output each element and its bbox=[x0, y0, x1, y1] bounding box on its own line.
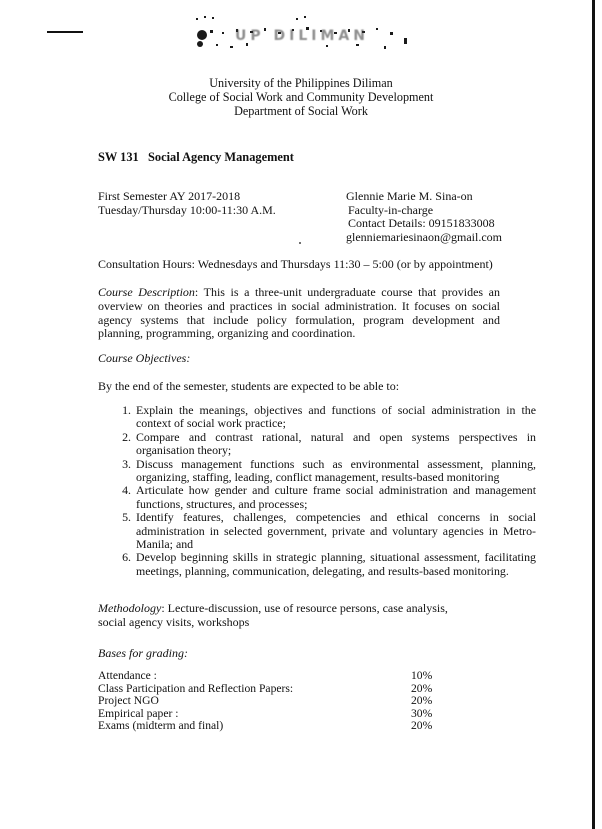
grading-row bbox=[98, 670, 458, 683]
methodology bbox=[98, 602, 478, 630]
objectives-title: Course Objectives: bbox=[98, 351, 191, 365]
course-description bbox=[98, 286, 500, 341]
objectives-intro: By the end of the semester, students are expected to be able to: bbox=[98, 379, 400, 393]
grading-item: Class Participation and Reflection Papers: bbox=[98, 681, 294, 695]
methodology-label: Methodology bbox=[98, 601, 162, 615]
grading-row bbox=[98, 720, 458, 733]
semester-text: First Semester AY 2017-2018 bbox=[98, 189, 241, 203]
class-time: Tuesday/Thursday 10:00-11:30 A.M. bbox=[98, 202, 276, 217]
objective-item: 1. Explain the meanings, objectives and functions of social administration in the context of social work practice; bbox=[134, 404, 536, 431]
objective-item: 5. Identify features, challenges, competencies and ethical concerns in social administration in selected government, private and voluntary agencies in Metro-Manila; and bbox=[134, 511, 536, 551]
faculty-block bbox=[346, 190, 502, 244]
faculty-name: Glennie Marie M. Sina-on bbox=[346, 189, 473, 203]
description-label: Course Description bbox=[98, 285, 195, 299]
university-logo-image bbox=[186, 10, 418, 62]
grading-title: Bases for grading: bbox=[98, 646, 188, 660]
college-name: College of Social Work and Community Development bbox=[168, 90, 434, 104]
schedule-block bbox=[98, 190, 276, 217]
course-code: SW 131 bbox=[98, 150, 139, 164]
grading-value: 30% bbox=[411, 706, 433, 720]
objectives-list bbox=[98, 404, 536, 578]
university-name: University of the Philippines Diliman bbox=[209, 76, 393, 90]
faculty-email: glenniemariesinaon@gmail.com bbox=[346, 229, 503, 244]
department-name: Department of Social Work bbox=[234, 104, 368, 118]
methodology-text: : Lecture-discussion, use of resource persons, case analysis, social agency visits, workshops bbox=[98, 601, 448, 629]
description-text: : This is a three-unit undergraduate course that provides an overview on theories and practices in social administration. It focuses on social agency systems that include policy formulation, program development and planning, programming, organizing and coordination. bbox=[98, 285, 500, 341]
objective-item: 3. Discuss management functions such as environmental assessment, planning, organizing, staffing, leading, conflict management, results-based monitoring bbox=[134, 458, 536, 485]
grading-item: Attendance : bbox=[98, 669, 157, 682]
margin-mark bbox=[47, 31, 83, 33]
course-heading bbox=[98, 150, 294, 165]
grading-row bbox=[98, 695, 458, 708]
grading-value: 20% bbox=[411, 694, 433, 708]
grading-value: 20% bbox=[411, 681, 433, 695]
page-border bbox=[592, 0, 595, 829]
grading-item: Empirical paper : bbox=[98, 706, 179, 720]
grading-value: 10% bbox=[411, 669, 433, 682]
scan-speck bbox=[299, 242, 301, 244]
institution-header bbox=[0, 76, 602, 118]
faculty-role: Faculty-in-charge bbox=[348, 202, 434, 217]
grading-value: 20% bbox=[411, 719, 433, 733]
objective-item: 6. Develop beginning skills in strategic planning, situational assessment, facilitating meetings, planning, communication, delegating, and results-based monitoring. bbox=[134, 551, 536, 578]
objective-item: 2. Compare and contrast rational, natural and open systems perspectives in organisation theory; bbox=[134, 431, 536, 458]
logo-lettering: UP DILIMAN bbox=[235, 28, 369, 44]
course-title: Social Agency Management bbox=[148, 150, 294, 164]
grading-item: Project NGO bbox=[98, 694, 159, 708]
faculty-contact: Contact Details: 09151833008 bbox=[348, 216, 495, 230]
grading-table bbox=[98, 670, 458, 733]
consultation-hours: Consultation Hours: Wednesdays and Thursdays 11:30 – 5:00 (or by appointment) bbox=[98, 257, 493, 271]
grading-item: Exams (midterm and final) bbox=[98, 719, 224, 733]
objective-item: 4. Articulate how gender and culture frame social administration and management functions, structures, and processes; bbox=[134, 484, 536, 511]
